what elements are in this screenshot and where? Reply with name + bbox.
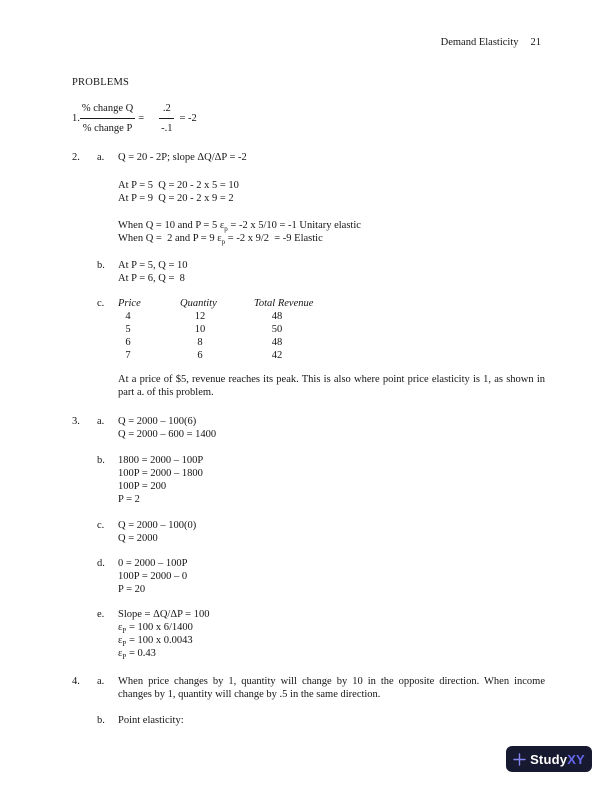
equation-line: Slope = ΔQ/ΔP = 100 [118, 609, 210, 620]
problem-3b [72, 454, 545, 506]
problem-2c [72, 297, 545, 399]
equation-line: 100P = 200 [118, 481, 167, 492]
table-cell: 6 [125, 337, 131, 348]
table-cell: 50 [271, 324, 283, 335]
problem-number: 1. [72, 113, 80, 124]
problem-1-equation [80, 102, 197, 135]
header-title: Demand Elasticity [440, 37, 519, 48]
equation-line: 1800 = 2000 – 100P [118, 455, 204, 466]
fraction-denominator: -.1 [161, 123, 173, 134]
problem-2a-body [118, 151, 545, 245]
revenue-table [118, 297, 545, 362]
table-cell: 5 [125, 324, 131, 335]
column-header: Quantity [180, 298, 217, 309]
equation-line: Q = 2000 – 100(0) [118, 520, 197, 531]
equation-line: When Q = 10 and P = 5 $\varepsilon_p = -2$ x 5/10 = -1 Unitary elastic [118, 220, 361, 234]
answer-paragraph: When price changes by 1, quantity will change by 10 in the opposite direction. When income changes by 1, quantity will change by .5 in the same direction. [118, 676, 545, 700]
problem-3c-body [118, 519, 545, 545]
problem-3a [72, 415, 545, 441]
equation-line: P = 2 [118, 494, 140, 505]
problem-number: 3. [72, 416, 80, 427]
problem-3d [72, 557, 545, 596]
problem-1 [72, 102, 545, 135]
explanation-paragraph: At a price of $5, revenue reaches its peak. This is also where point price elasticity is 1, as shown in part a. of this problem. [118, 374, 545, 398]
column-header: Price [118, 298, 141, 309]
equation-line: Q = 2000 – 600 = 1400 [118, 429, 217, 440]
equals-sign: = [138, 113, 145, 124]
problem-3e-body [118, 608, 545, 660]
item-label: e. [97, 609, 105, 620]
fraction-numerator: % change Q [80, 102, 135, 119]
problem-2b-body [118, 259, 545, 285]
column-header: Total Revenue [254, 298, 314, 309]
equation-line: Q = 20 - 2P; slope ΔQ/ΔP = -2 [118, 152, 247, 163]
fraction-pct-change [80, 102, 135, 135]
page-content [72, 76, 545, 727]
table-cell: 48 [271, 311, 283, 322]
item-label: a. [97, 676, 105, 687]
table-cell: 8 [197, 337, 203, 348]
table-cell: 7 [125, 350, 131, 361]
problem-4b [72, 714, 545, 727]
equation-line: 100P = 2000 – 0 [118, 571, 188, 582]
problem-number: 4. [72, 676, 80, 687]
equation-line: $\varepsilon_P = 100$ x 0.0043 [118, 635, 193, 649]
problem-2c-body [118, 297, 545, 399]
logo-text: StudyXY [530, 751, 585, 767]
item-label: b. [97, 715, 105, 726]
problem-number: 2. [72, 152, 80, 163]
fraction-values [159, 102, 174, 135]
item-label: a. [97, 416, 105, 427]
table-cell: 6 [197, 350, 203, 361]
table-cell: 12 [194, 311, 206, 322]
equation-line: At P = 5, Q = 10 [118, 260, 188, 271]
problems-heading: PROBLEMS [72, 77, 130, 88]
problem-3b-body [118, 454, 545, 506]
item-label: d. [97, 558, 105, 569]
equation-line: 0 = 2000 – 100P [118, 558, 188, 569]
equation-line: At P = 9 Q = 20 - 2 x 9 = 2 [118, 193, 234, 204]
item-label: b. [97, 455, 105, 466]
table-cell: 10 [194, 324, 206, 335]
table-cell: 4 [125, 311, 131, 322]
page-header [441, 36, 541, 49]
problem-3d-body [118, 557, 545, 596]
page-number: 21 [530, 37, 541, 48]
item-label: c. [97, 520, 105, 531]
problem-2b [72, 259, 545, 285]
equation-line: $\varepsilon_P = 0.43$ [118, 648, 156, 662]
equation-line: 100P = 2000 – 1800 [118, 468, 203, 479]
fraction-numerator: .2 [159, 102, 174, 119]
equation-line: At P = 6, Q = 8 [118, 273, 185, 284]
equation-line: When Q = 2 and P = 9 $\varepsilon_p = -2$ x 9/2 = -9 Elastic [118, 233, 323, 247]
problem-2a [72, 151, 545, 245]
equation-line: Q = 2000 – 100(6) [118, 416, 197, 427]
problem-3c [72, 519, 545, 545]
equation-line: $\varepsilon_P = 100$ x 6/1400 [118, 622, 193, 636]
equation-line: At P = 5 Q = 20 - 2 x 5 = 10 [118, 180, 239, 191]
problem-3e [72, 608, 545, 660]
problem-4a [72, 675, 545, 701]
plus-icon [513, 753, 526, 766]
equation-line: P = 20 [118, 584, 146, 595]
equation-line: Q = 2000 [118, 533, 158, 544]
equation-result: = -2 [179, 113, 197, 124]
item-label: c. [97, 298, 105, 309]
table-cell: 48 [271, 337, 283, 348]
item-label: a. [97, 152, 105, 163]
answer-text: Point elasticity: [118, 715, 184, 726]
fraction-denominator: % change P [82, 123, 133, 134]
problem-3a-body [118, 415, 545, 441]
studyxy-logo [506, 746, 592, 772]
table-cell: 42 [271, 350, 283, 361]
item-label: b. [97, 260, 105, 271]
